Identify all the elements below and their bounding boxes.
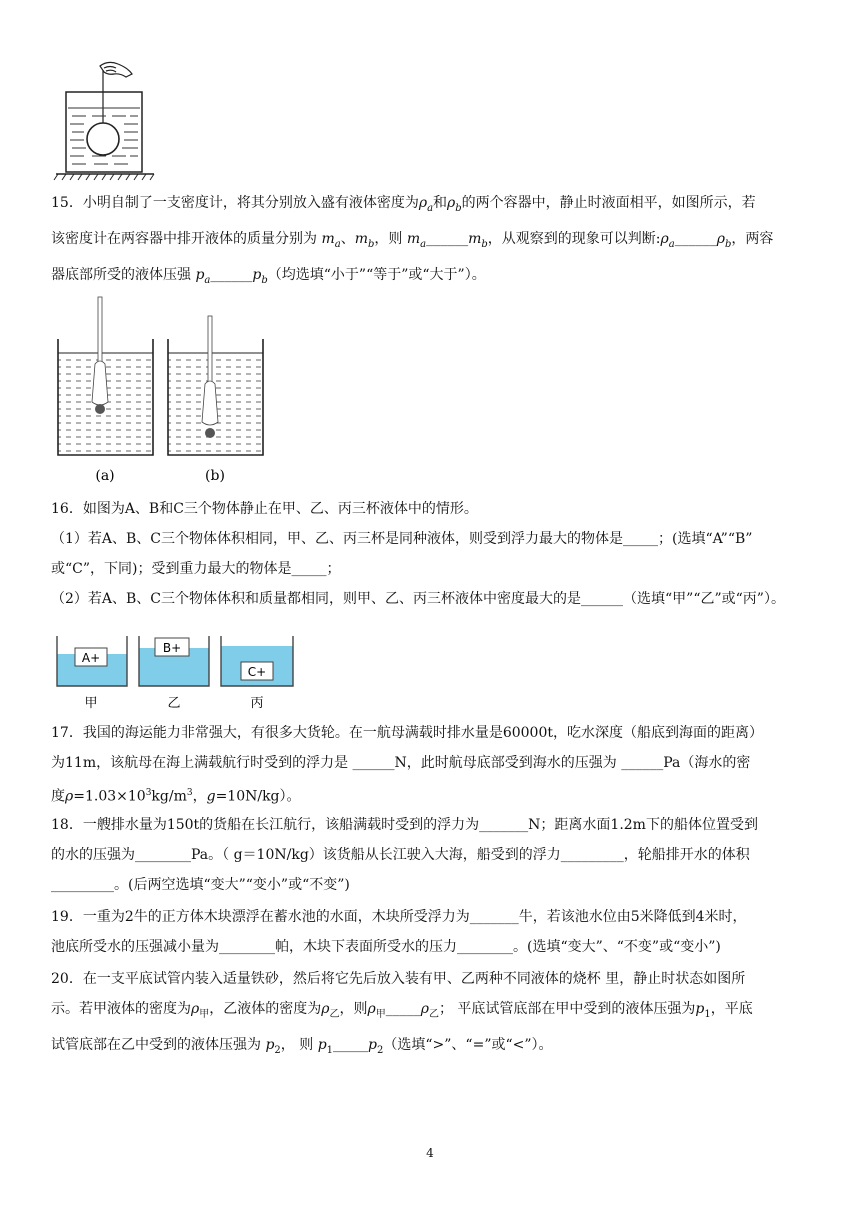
blank-15-1[interactable]: ______	[426, 230, 469, 247]
figure-three-cups	[55, 632, 300, 712]
question-16: 16．如图为A、B和C三个物体静止在甲、乙、丙三杯液体中的情形。 （1）若A、B、C三个物体体积相同，甲、乙、丙三杯是同种液体，则受到浮力最大的物体是_____；(选填“A”“B” 或“C”，下同)；受到重力最大的物体是_____； （2）若A、B、C三个物体体积和质量都相同，则甲、乙、丙三杯液体中密度最大的是______（选填“甲”“乙”或“丙”）。	[51, 501, 785, 607]
container-a	[58, 297, 153, 455]
cup-jia	[57, 636, 127, 711]
blank-15-2[interactable]: ______	[674, 230, 717, 247]
question-19: 19．一重为2牛的正方体木块漂浮在蓄水池的水面，木块所受浮力为_______牛，若该池水位由5米降低到4米时， 池底所受水的压强减小量为________帕，木块下表面所受水的压力________。(选填“变大”、“不变”或“变小”)	[51, 909, 747, 955]
hand-icon	[100, 62, 132, 77]
question-17: 17．我国的海运能力非常强大，有很多大货轮。在一航母满载时排水量是60000t，吃水深度（船底到海面的距离） 为11m，该航母在海上满载航行时受到的浮力是 ______N，此时航母底部受到海水的压强为 ______Pa（海水的密 度$\rho=1.03\times 10^3kg/m^3$，g=10N/kg）。	[51, 725, 763, 805]
svg-text:A+: A+	[81, 651, 101, 665]
container-b	[168, 316, 263, 455]
ball	[87, 123, 119, 155]
blank-15-3[interactable]: ______	[210, 266, 253, 283]
question-15: 15．小明自制了一支密度计，将其分别放入盛有液体密度为$\rho_a$和$\rho_b$的两个容器中，静止时液面相平，如图所示，若 该密度计在两容器中排开液体的质量分别为 $m_a$、$m_b$，则 $m_a\_\_\_\_\_\_m_b$，从观察到的现象可以判断$:\rho_a\_\_\_\_\_\_\rho_b$，两容 器底部所受的液体压强 $p_a\_\_\_\_\_\_p_b$（均选填“小于”“等于”或“大于”）。	[51, 195, 774, 286]
svg-text:丙: 丙	[250, 696, 264, 711]
cup-bing	[221, 636, 293, 711]
label-a: (a)	[95, 468, 115, 484]
question-18: 18．一艘排水量为150t的货船在长江航行，该船满载时受到的浮力为_______N；距离水面1.2m下的船体位置受到 的水的压强为________Pa。（ g＝10N/kg）该货船从长江驶入大海，船受到的浮力_________，轮船排开水的体积 _________。(后两空选填“变大”“变小”或“不变”)	[51, 817, 758, 893]
label-b: (b)	[205, 468, 225, 484]
question-20: 20．在一支平底试管内装入适量铁砂，然后将它先后放入装有甲、乙两种不同液体的烧杯 里，静止时状态如图所 示。若甲液体的密度为$\rho_甲$，乙液体的密度为$\rho_乙$，则$\rho_甲\_\_\_\_\_\rho_乙$； 平底试管底部在甲中受到的液体压强为$p_1$，平底 试管底部在乙中受到的液体压强为 $p_2$， 则 $p_1\_\_\_\_\_p_2$（选填“>”、“=”或“<”）。	[51, 971, 753, 1056]
figure-hydrometer-containers	[55, 294, 270, 488]
blank-20-2[interactable]: _____	[333, 1036, 369, 1053]
blank-20-1[interactable]: _____	[385, 1001, 421, 1017]
cup-yi	[139, 636, 209, 711]
svg-text:B+: B+	[162, 641, 182, 655]
svg-text:甲: 甲	[84, 696, 98, 711]
page-number: 4	[426, 1146, 434, 1160]
svg-text:乙: 乙	[167, 696, 181, 711]
figure-hand-ball-container	[50, 58, 160, 184]
svg-text:C+: C+	[247, 665, 267, 679]
